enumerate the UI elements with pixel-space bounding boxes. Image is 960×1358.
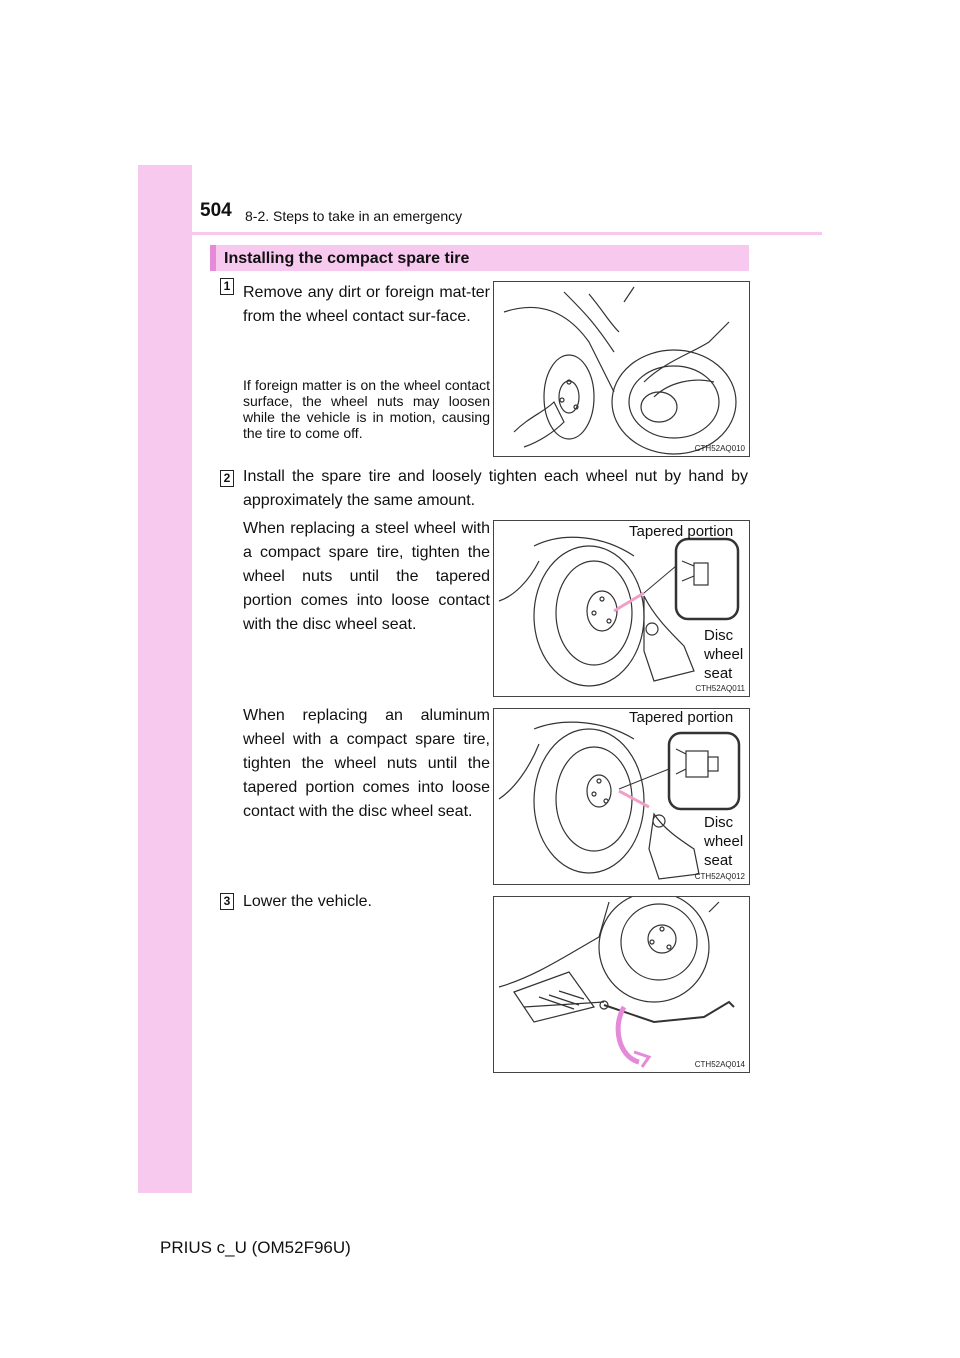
callout-disc-1: Disc [704, 627, 734, 644]
page-number: 504 [200, 200, 232, 221]
figure-code: CTH52AQ011 [695, 684, 745, 693]
side-band [138, 165, 192, 1193]
step-badge-2: 2 [220, 470, 234, 487]
step-badge-1: 1 [220, 278, 234, 295]
step-2-aluminum-text: When replacing an aluminum wheel with a compact spare tire, tighten the wheel nuts until the tapered portion comes into loose contact with the disc wheel seat. [243, 707, 490, 820]
figure-code: CTH52AQ014 [694, 1060, 745, 1069]
header-rule [192, 232, 822, 235]
callout-seat-1: seat [704, 665, 733, 682]
footer-model: PRIUS c_U (OM52F96U) [160, 1238, 351, 1257]
callout-wheel-1: wheel [704, 646, 744, 663]
figure-clean-wheel [493, 281, 750, 457]
step-1-note: If foreign matter is on the wheel contact surface, the wheel nuts may loosen while the vehicle is in motion, causing the tire to come off. [243, 377, 490, 441]
callout-disc-2: Disc [704, 814, 734, 831]
section-title: Installing the compact spare tire [210, 245, 749, 271]
callout-wheel-2: wheel [704, 833, 744, 850]
figure-lower-vehicle [493, 896, 750, 1073]
figure-code: CTH52AQ010 [694, 444, 745, 453]
step-2-text: Install the spare tire and loosely tighten each wheel nut by hand by approximately the same amount. [243, 468, 748, 509]
step-3-text: Lower the vehicle. [243, 893, 372, 910]
figure-code: CTH52AQ012 [694, 872, 745, 881]
step-1-text: Remove any dirt or foreign mat-ter from the wheel contact sur-face. [243, 284, 490, 325]
callout-tapered-portion-1: Tapered portion [629, 523, 734, 540]
callout-seat-2: seat [704, 852, 733, 869]
callout-tapered-portion-2: Tapered portion [629, 709, 734, 726]
chapter-title: 8-2. Steps to take in an emergency [245, 208, 463, 224]
step-2-steel-text: When replacing a steel wheel with a compact spare tire, tighten the wheel nuts until the tapered portion comes into loose contact with the disc wheel seat. [243, 520, 490, 633]
step-badge-3: 3 [220, 893, 234, 910]
